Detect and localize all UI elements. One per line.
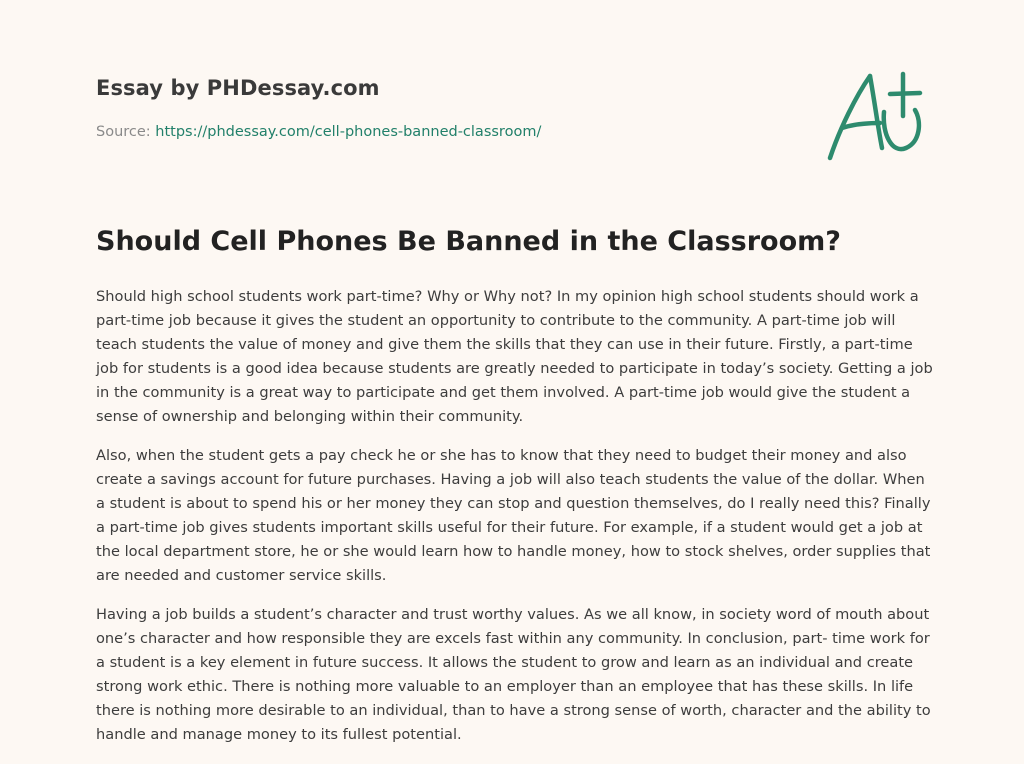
source-line	[96, 124, 541, 140]
source-label: Source:	[96, 124, 156, 140]
essay-title: Should Cell Phones Be Banned in the Classroom?	[96, 226, 841, 257]
source-link[interactable]: https://phdessay.com/cell-phones-banned-classroom/	[155, 124, 542, 140]
essay-paragraph: Also, when the student gets a pay check he or she has to know that they need to budget their money and also create a savings account for future purchases. Having a job will also teach students the value of the dollar. When a student is about to spend his or her money they can stop and question themselves, do I really need this? Finally a part-time job gives students important skills useful for their future. For example, if a student would get a job at the local department store, he or she would learn how to handle money, how to stock shelves, order supplies that are needed and customer service skills.	[96, 447, 931, 584]
essay-paragraph: Should high school students work part-time? Why or Why not? In my opinion high school students should work a part-time job because it gives the student an opportunity to contribute to the community. A part-time job will teach students the value of money and give them the skills that they can use in their future. Firstly, a part-time job for students is a good idea because students are greatly needed to participate in today’s society. Getting a job in the community is a great way to participate and get them involved. A part-time job would give the student a sense of ownership and belonging within their community.	[96, 288, 933, 425]
essay-body	[96, 285, 936, 762]
a-plus-grade-icon	[820, 66, 930, 166]
site-brand: Essay by PHDessay.com	[96, 76, 380, 100]
essay-paragraph: Having a job builds a student’s character and trust worthy values. As we all know, in society word of mouth about one’s character and how responsible they are excels fast within any community. In conclusion, part- time work for a student is a key element in future success. It allows the student to grow and learn as an individual and create strong work ethic. There is nothing more valuable to an employer than an employee that has these skills. In life there is nothing more desirable to an individual, than to have a strong sense of worth, character and the ability to handle and manage money to its fullest potential.	[96, 606, 931, 743]
